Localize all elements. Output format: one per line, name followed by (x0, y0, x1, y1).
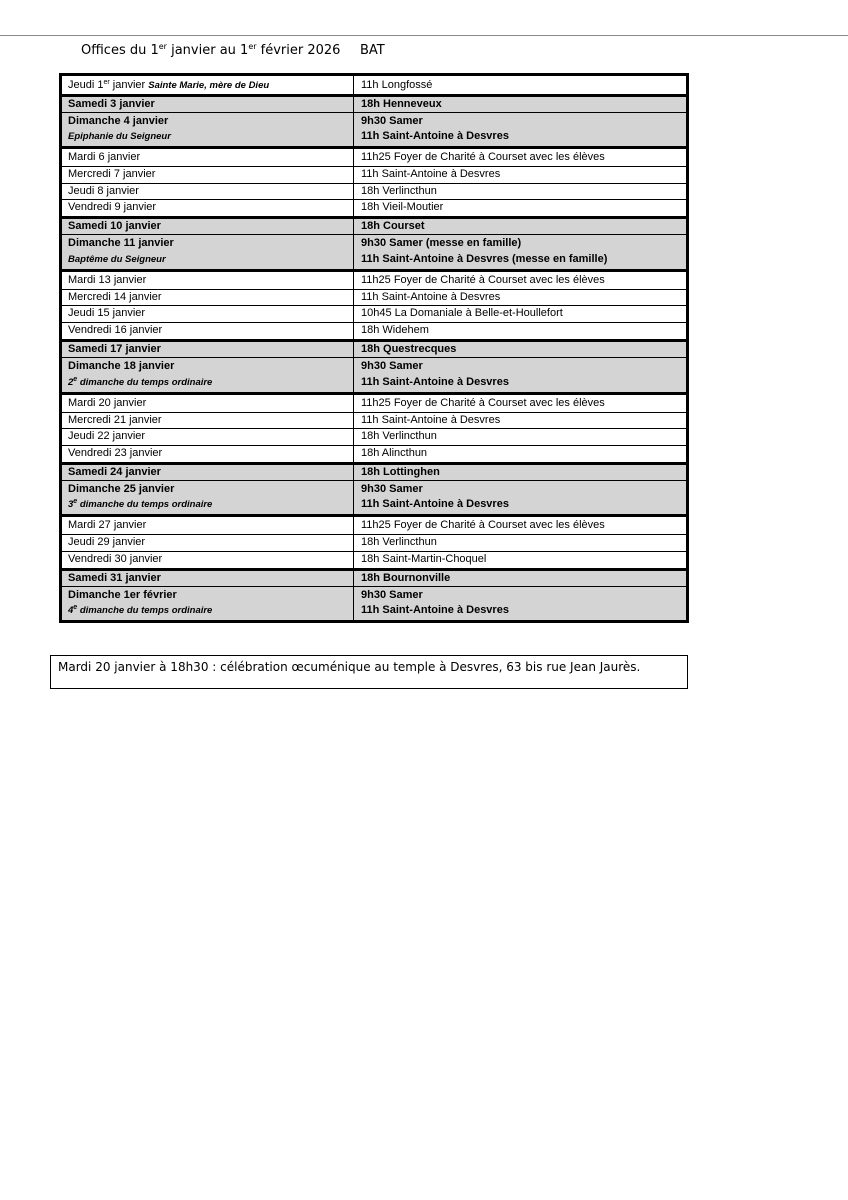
table-row (62, 429, 686, 446)
day-cell: Samedi 10 janvier (68, 220, 161, 232)
feast-label (68, 603, 350, 618)
table-row (62, 150, 686, 167)
mass-time-cell: 18h Courset (361, 220, 425, 232)
mass-time-cell: 9h30 Samer (361, 483, 423, 495)
mass-time-cell: 9h30 Samer (361, 360, 423, 372)
day-cell: Samedi 24 janvier (68, 466, 161, 478)
day-cell: Samedi 31 janvier (68, 572, 161, 584)
bat-label: BAT (360, 43, 385, 58)
feast-label (68, 375, 350, 390)
mass-time-cell: 9h30 Samer (361, 115, 423, 127)
day-cell: Dimanche 1er février (68, 589, 177, 601)
table-row (62, 446, 686, 461)
mass-time-cell: 11h Saint-Antoine à Desvres (361, 414, 501, 426)
schedule-group (62, 76, 686, 97)
day-cell: Vendredi 30 janvier (68, 553, 163, 565)
feast-sup: e (73, 376, 78, 383)
day-cell: Jeudi 8 janvier (68, 185, 139, 197)
mass-time-cell: 11h Saint-Antoine à Desvres (361, 498, 509, 510)
mass-time-cell: 11h Longfossé (361, 79, 433, 91)
feast-text: dimanche du temps ordinaire (77, 605, 213, 616)
title-text-3: février 2026 (256, 43, 341, 58)
day-sup: er (103, 79, 110, 86)
feast-number: 2 (68, 377, 74, 388)
table-row (62, 323, 686, 338)
day-cell: Dimanche 25 janvier (68, 483, 175, 495)
table-row (62, 114, 686, 129)
mass-time-cell: 18h Alincthun (361, 447, 428, 459)
mass-time-cell: 18h Saint-Martin-Choquel (361, 553, 487, 565)
feast-label (68, 497, 350, 512)
table-row (62, 359, 686, 374)
day-cell: Dimanche 18 janvier (68, 360, 175, 372)
table-row (62, 535, 686, 552)
day-text-2: janvier (109, 79, 149, 91)
day-cell: Samedi 3 janvier (68, 98, 155, 110)
day-cell: Samedi 17 janvier (68, 343, 161, 355)
table-row (62, 552, 686, 567)
title-text-1: Offices du 1 (81, 43, 159, 58)
feast-number: 3 (68, 499, 74, 510)
mass-time-cell: 11h Saint-Antoine à Desvres (361, 604, 509, 616)
day-cell: Mardi 20 janvier (68, 397, 147, 409)
schedule-group (62, 272, 686, 342)
mass-time-cell: 18h Widehem (361, 324, 429, 336)
day-cell (68, 78, 350, 93)
table-row (62, 273, 686, 290)
feast-label: Baptême du Seigneur (68, 254, 166, 265)
mass-time-cell: 18h Verlincthun (361, 536, 437, 548)
table-row (62, 97, 686, 113)
table-row (62, 200, 686, 215)
day-cell: Jeudi 29 janvier (68, 536, 146, 548)
schedule-group (62, 465, 686, 517)
table-row (62, 78, 686, 93)
mass-time-cell: 11h25 Foyer de Charité à Courset avec les élèves (361, 397, 605, 409)
table-row (62, 465, 686, 481)
mass-time-cell: 18h Verlincthun (361, 185, 437, 197)
schedule-group (62, 219, 686, 272)
day-cell: Mardi 27 janvier (68, 519, 147, 531)
mass-time-cell: 9h30 Samer (messe en famille) (361, 237, 522, 249)
day-cell: Vendredi 23 janvier (68, 447, 163, 459)
day-cell: Dimanche 4 janvier (68, 115, 169, 127)
feast-label: Sainte Marie, mère de Dieu (148, 80, 270, 91)
feast-sup: e (73, 498, 78, 505)
ecumenical-note: Mardi 20 janvier à 18h30 : célébration œcuménique au temple à Desvres, 63 bis rue Jean Jaurès. (50, 655, 688, 689)
table-row (62, 375, 686, 390)
top-rule (0, 35, 848, 36)
table-row (62, 306, 686, 323)
day-cell: Mardi 13 janvier (68, 274, 147, 286)
table-row (62, 603, 686, 618)
title-sup-1: er (158, 42, 167, 51)
mass-time-cell: 11h Saint-Antoine à Desvres (361, 376, 509, 388)
day-cell: Mercredi 21 janvier (68, 414, 162, 426)
schedule-group (62, 342, 686, 395)
feast-sup: e (73, 604, 78, 611)
table-row (62, 167, 686, 184)
table-row (62, 518, 686, 535)
schedule-group (62, 517, 686, 571)
table-row (62, 129, 686, 144)
table-row (62, 184, 686, 200)
schedule-group (62, 571, 686, 620)
table-row (62, 236, 686, 251)
mass-time-cell: 11h Saint-Antoine à Desvres (messe en famille) (361, 253, 608, 265)
mass-time-cell: 18h Bournonville (361, 572, 451, 584)
title-sup-2: er (248, 42, 257, 51)
schedule-group (62, 149, 686, 219)
mass-time-cell: 11h25 Foyer de Charité à Courset avec les élèves (361, 519, 605, 531)
mass-time-cell: 11h Saint-Antoine à Desvres (361, 291, 501, 303)
mass-time-cell: 11h Saint-Antoine à Desvres (361, 130, 509, 142)
table-row (62, 396, 686, 413)
mass-time-cell: 9h30 Samer (361, 589, 423, 601)
table-row (62, 219, 686, 235)
table-row (62, 342, 686, 358)
mass-time-cell: 18h Verlincthun (361, 430, 437, 442)
feast-text: dimanche du temps ordinaire (77, 377, 213, 388)
day-cell: Jeudi 15 janvier (68, 307, 146, 319)
day-cell: Vendredi 16 janvier (68, 324, 163, 336)
day-cell: Dimanche 11 janvier (68, 237, 174, 249)
day-cell: Mercredi 14 janvier (68, 291, 162, 303)
table-row (62, 482, 686, 497)
table-row (62, 252, 686, 267)
schedule-group (62, 395, 686, 465)
table-row (62, 290, 686, 306)
table-row (62, 413, 686, 429)
mass-time-cell: 18h Lottinghen (361, 466, 440, 478)
table-row (62, 588, 686, 603)
table-row (62, 571, 686, 587)
mass-time-cell: 11h25 Foyer de Charité à Courset avec les élèves (361, 274, 605, 286)
feast-label: Epiphanie du Seigneur (68, 131, 171, 142)
schedule-group (62, 97, 686, 149)
feast-text: dimanche du temps ordinaire (77, 499, 213, 510)
table-row (62, 497, 686, 512)
mass-time-cell: 11h25 Foyer de Charité à Courset avec les élèves (361, 151, 605, 163)
feast-number: 4 (68, 605, 74, 616)
day-cell: Mercredi 7 janvier (68, 168, 156, 180)
mass-time-cell: 18h Henneveux (361, 98, 442, 110)
mass-time-cell: 11h Saint-Antoine à Desvres (361, 168, 501, 180)
mass-time-cell: 10h45 La Domaniale à Belle-et-Houllefort (361, 307, 563, 319)
schedule-table (59, 73, 689, 623)
day-text: Jeudi 1 (68, 79, 104, 91)
day-cell: Jeudi 22 janvier (68, 430, 146, 442)
title-text-2: janvier au 1 (166, 43, 249, 58)
day-cell: Mardi 6 janvier (68, 151, 141, 163)
day-cell: Vendredi 9 janvier (68, 201, 157, 213)
mass-time-cell: 18h Vieil-Moutier (361, 201, 444, 213)
mass-time-cell: 18h Questrecques (361, 343, 457, 355)
page-title (81, 41, 581, 61)
